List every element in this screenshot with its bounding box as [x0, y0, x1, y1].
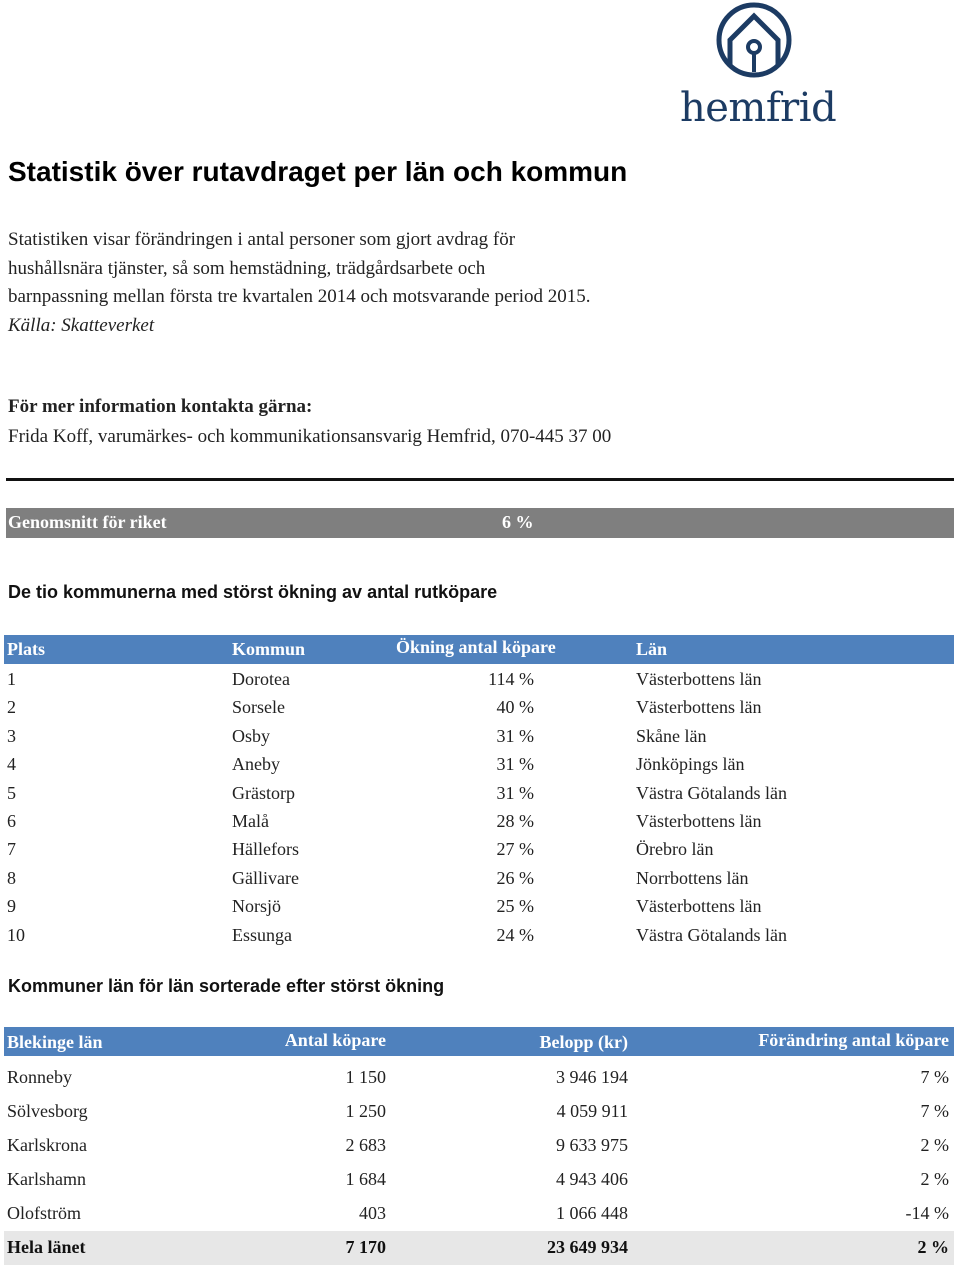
county-cell: Norrbottens län — [636, 867, 749, 888]
table-row — [4, 694, 954, 723]
increase-cell: 31 % — [496, 725, 534, 746]
county-cell: Jönköpings län — [636, 754, 745, 775]
increase-cell: 28 % — [496, 811, 534, 831]
source-note: Källa: Skatteverket — [8, 314, 155, 336]
intro-line: Statistiken visar förändringen i antal personer som gjort avdrag för — [8, 229, 516, 250]
rank-cell: 6 — [7, 811, 16, 831]
buyers-cell: 403 — [359, 1203, 386, 1223]
rank-cell: 1 — [7, 669, 16, 689]
municipality-cell: Essunga — [232, 924, 292, 945]
increase-cell: 27 % — [496, 839, 534, 860]
buyers-cell: 2 683 — [345, 1135, 386, 1155]
increase-cell: 40 % — [496, 697, 534, 718]
municipality-cell: Malå — [232, 811, 269, 831]
national-average-bar — [6, 508, 954, 538]
table-row — [4, 1197, 954, 1231]
change-cell: 7 % — [920, 1101, 949, 1121]
amount-cell: 3 946 194 — [556, 1067, 628, 1087]
contact-details: Frida Koff, varumärkes- och kommunikationsansvarig Hemfrid, 070-445 37 00 — [8, 426, 612, 447]
municipality-cell: Sorsele — [232, 697, 285, 718]
municipality-cell: Grästorp — [232, 782, 295, 803]
county-cell: Västra Götalands län — [636, 924, 787, 945]
county-cell: Skåne län — [636, 725, 707, 746]
change-cell: 7 % — [920, 1067, 949, 1087]
municipality-cell: Hela länet — [7, 1237, 86, 1257]
col-header-county: Blekinge län — [7, 1032, 103, 1052]
col-header-okning: Ökning antal köpare — [396, 637, 556, 657]
municipality-cell: Olofström — [7, 1203, 81, 1223]
rank-cell: 4 — [7, 754, 16, 775]
table-row — [4, 780, 954, 809]
contact-heading: För mer information kontakta gärna: — [8, 396, 313, 417]
county-cell: Västerbottens län — [636, 697, 762, 718]
amount-cell: 4 943 406 — [556, 1169, 628, 1189]
municipality-cell: Karlskrona — [7, 1135, 87, 1155]
buyers-cell: 1 250 — [345, 1101, 386, 1121]
total-row — [4, 1231, 954, 1265]
intro-paragraph — [8, 226, 728, 340]
rank-cell: 3 — [7, 725, 16, 746]
municipality-cell: Ronneby — [7, 1067, 72, 1087]
table-row — [4, 1061, 954, 1095]
increase-cell: 25 % — [496, 896, 534, 917]
increase-cell: 31 % — [496, 782, 534, 803]
table-row — [4, 1129, 954, 1163]
amount-cell: 9 633 975 — [556, 1135, 628, 1155]
national-average-value: 6 % — [502, 512, 534, 532]
municipality-cell: Osby — [232, 725, 271, 746]
municipality-cell: Aneby — [232, 754, 280, 775]
table-row — [4, 1095, 954, 1129]
page-title: Statistik över rutavdraget per län och kommun — [8, 156, 628, 187]
municipality-cell: Dorotea — [232, 669, 290, 689]
col-header-buyers: Antal köpare — [284, 1030, 386, 1050]
table-row — [4, 922, 954, 951]
county-cell: Västra Götalands län — [636, 782, 787, 803]
rank-cell: 10 — [7, 924, 25, 945]
divider — [6, 478, 954, 481]
municipality-cell: Gällivare — [232, 867, 299, 888]
rank-cell: 2 — [7, 697, 16, 718]
amount-cell: 23 649 934 — [547, 1237, 628, 1257]
municipality-cell: Norsjö — [232, 896, 281, 917]
table-row — [4, 808, 954, 837]
county-cell: Västerbottens län — [636, 811, 762, 831]
increase-cell: 31 % — [496, 754, 534, 775]
table-row — [4, 865, 954, 894]
col-header-change: Förändring antal köpare — [758, 1030, 949, 1050]
change-cell: 2 % — [917, 1237, 949, 1257]
intro-line: hushållsnära tjänster, så som hemstädning, trädgårdsarbete och — [8, 257, 486, 279]
top-ten-table-header — [4, 635, 954, 664]
change-cell: -14 % — [905, 1203, 949, 1223]
increase-cell: 114 % — [488, 669, 534, 689]
municipality-cell: Karlshamn — [7, 1169, 86, 1189]
amount-cell: 1 066 448 — [556, 1203, 628, 1223]
buyers-cell: 1 150 — [345, 1067, 386, 1087]
rank-cell: 5 — [7, 782, 16, 803]
county-table-header — [4, 1027, 954, 1056]
county-cell: Västerbottens län — [636, 896, 762, 917]
change-cell: 2 % — [920, 1135, 949, 1155]
national-average-label: Genomsnitt för riket — [8, 512, 167, 532]
top-ten-heading: De tio kommunerna med störst ökning av antal rutköpare — [8, 582, 498, 602]
table-row — [4, 751, 954, 780]
table-row — [4, 666, 954, 695]
increase-cell: 26 % — [496, 867, 534, 888]
rank-cell: 9 — [7, 896, 16, 917]
table-row — [4, 893, 954, 922]
rank-cell: 8 — [7, 867, 16, 888]
table-row — [4, 836, 954, 865]
col-header-lan: Län — [636, 639, 668, 659]
municipality-cell: Hällefors — [232, 839, 299, 860]
county-cell: Örebro län — [636, 839, 714, 860]
col-header-kommun: Kommun — [232, 639, 306, 659]
table-row — [4, 723, 954, 752]
buyers-cell: 1 684 — [345, 1169, 386, 1189]
col-header-plats: Plats — [7, 639, 45, 659]
rank-cell: 7 — [7, 839, 16, 860]
change-cell: 2 % — [920, 1169, 949, 1189]
table-row — [4, 1163, 954, 1197]
col-header-amount: Belopp (kr) — [539, 1032, 628, 1052]
increase-cell: 24 % — [496, 924, 534, 945]
buyers-cell: 7 170 — [345, 1237, 386, 1257]
house-in-circle-icon — [680, 0, 835, 86]
county-cell: Västerbottens län — [636, 669, 762, 689]
hemfrid-logo — [680, 0, 835, 135]
amount-cell: 4 059 911 — [556, 1101, 628, 1121]
by-county-heading: Kommuner län för län sorterade efter störst ökning — [8, 976, 445, 996]
municipality-cell: Sölvesborg — [7, 1101, 88, 1121]
logo-wordmark: hemfrid — [680, 85, 837, 131]
intro-line: barnpassning mellan första tre kvartalen 2014 och motsvarande period 2015. — [8, 286, 591, 307]
